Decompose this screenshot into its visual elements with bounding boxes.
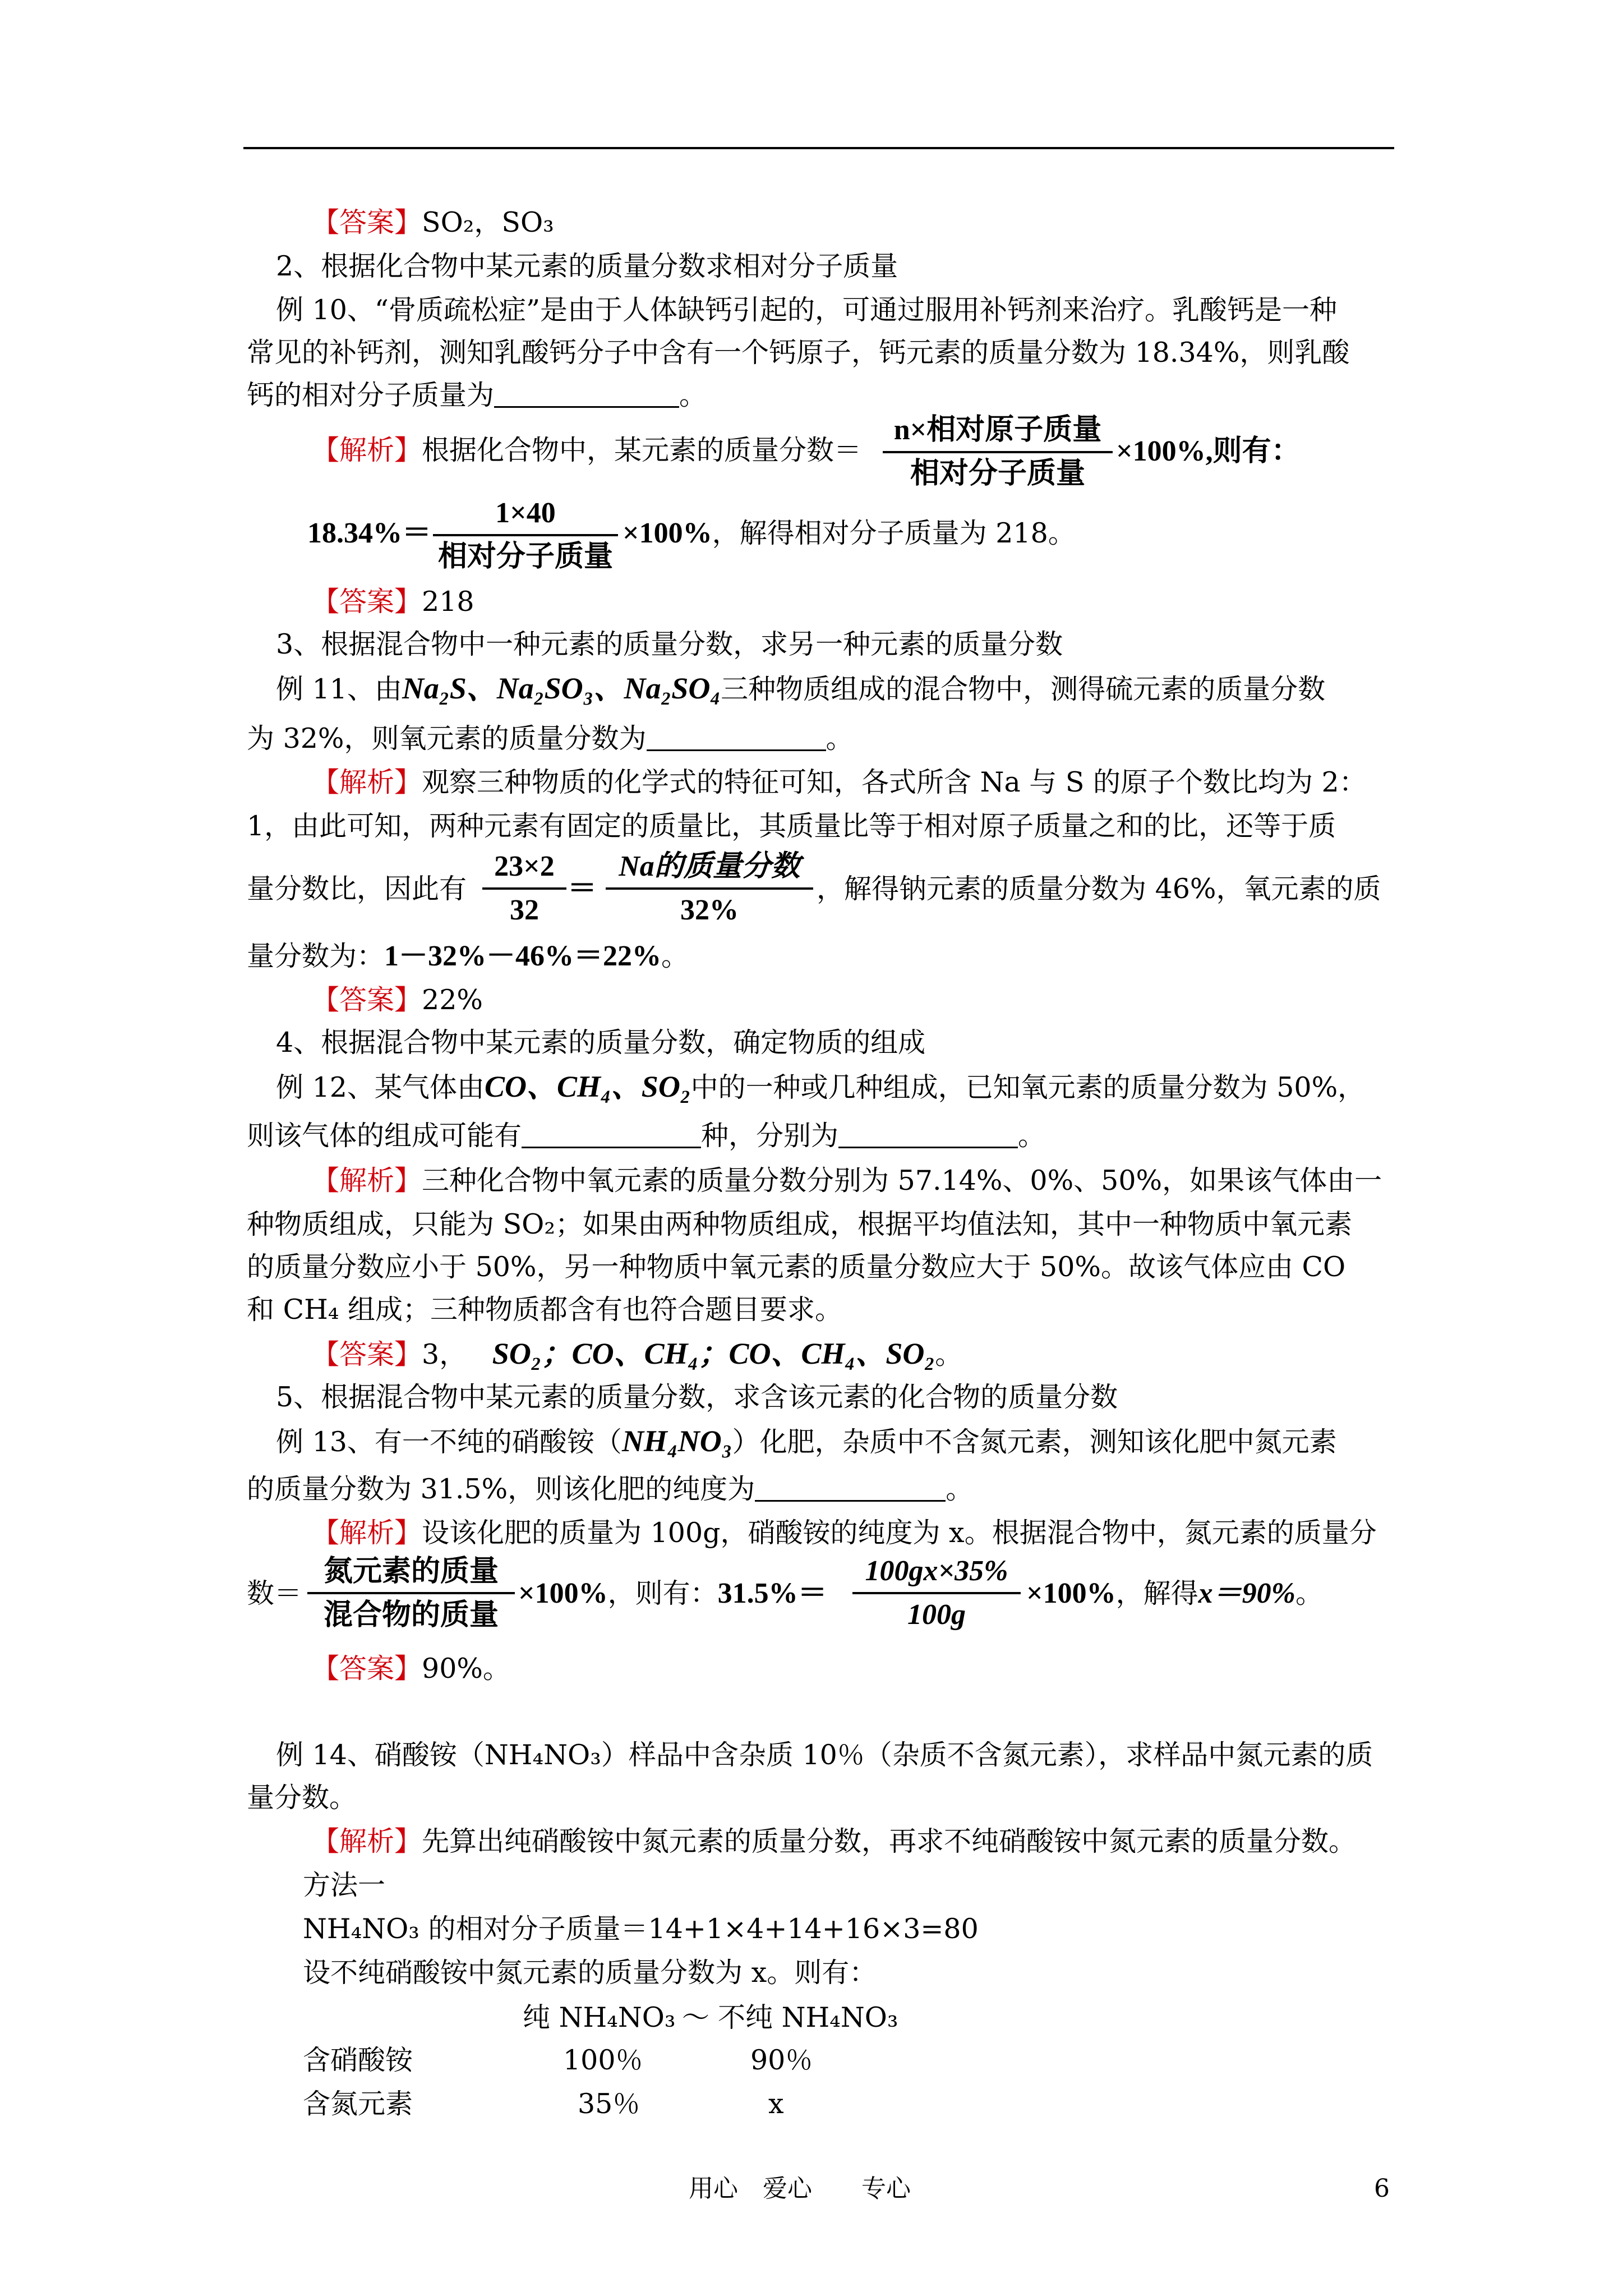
analysis-13-line-1 xyxy=(312,1515,1377,1552)
question-text: 种，分别为 xyxy=(701,1120,839,1152)
formula-tail: ×100%,则有： xyxy=(1116,435,1301,467)
analysis-14-line-1 xyxy=(312,1823,1356,1860)
period: 。 xyxy=(935,1338,963,1370)
section-heading-4: 4、根据混合物中某元素的质量分数，确定物质的组成 xyxy=(276,1027,926,1059)
fraction-numerator: 1×40 xyxy=(495,497,556,529)
question-text: ）化肥，杂质中不含氮元素，测知该化肥中氮元素 xyxy=(732,1426,1337,1458)
analysis-11-line-2: 1，由此可知，两种元素有固定的质量比，其质量比等于相对原子质量之和的比，还等于质 xyxy=(247,810,1336,842)
answer-text: 3， xyxy=(422,1338,467,1370)
na-fraction xyxy=(606,849,813,928)
row-value-x: x xyxy=(768,2088,784,2120)
analysis-12-line-2: 种物质组成，只能为 SO₂；如果由两种物质组成，根据平均值法知，其中一种物质中氧元素 xyxy=(247,1208,1352,1240)
section-heading-2: 2、根据化合物中某元素的质量分数求相对分子质量 xyxy=(276,250,898,282)
fraction-denominator: 相对分子质量 xyxy=(437,541,613,573)
analysis-tag: 【解析】 xyxy=(312,1165,422,1197)
result: x＝90% xyxy=(1198,1577,1295,1609)
question-text: 三种物质组成的混合物中，测得硫元素的质量分数 xyxy=(721,673,1326,705)
answer-text: 90%。 xyxy=(422,1653,510,1685)
let-statement: 设不纯硝酸铵中氮元素的质量分数为 x。则有： xyxy=(303,1957,877,1989)
analysis-12-line-4: 和 CH₄ 组成；三种物质都含有也符合题目要求。 xyxy=(247,1294,843,1326)
analysis-text: ，则有： xyxy=(607,1577,718,1609)
answer-blank xyxy=(522,1122,701,1148)
answer-tag: 【答案】 xyxy=(312,206,422,238)
example-14-line-2: 量分数。 xyxy=(247,1782,357,1814)
question-text: 钙的相对分子质量为 xyxy=(247,379,495,411)
answer-blank xyxy=(755,1475,946,1502)
row-value-impure: 90％ xyxy=(750,2044,813,2076)
equation-lhs: 31.5%＝ xyxy=(717,1577,827,1609)
answer-tag: 【答案】 xyxy=(312,984,422,1016)
equals-sign: ＝ xyxy=(568,873,597,905)
analysis-12-line-1 xyxy=(312,1162,1382,1199)
analysis-text: 根据化合物中，某元素的质量分数＝ xyxy=(422,434,862,466)
equation-multiplier: ×100% xyxy=(623,517,712,549)
equation-result xyxy=(623,515,1076,552)
analysis-11-line-1 xyxy=(312,764,1367,801)
analysis-text: ，解得 xyxy=(1115,1577,1198,1609)
fraction-bar xyxy=(852,1592,1021,1594)
answer-text: 218 xyxy=(422,586,474,618)
analysis-10-text xyxy=(312,432,861,469)
analysis-text: 设该化肥的质量为 100g，硝酸铵的纯度为 x。根据混合物中，氮元素的质量分 xyxy=(422,1517,1377,1549)
analysis-13-middle xyxy=(518,1575,827,1612)
chemical-formula: NH₄NO₃ xyxy=(621,1424,732,1458)
period: 。 xyxy=(946,1473,974,1505)
fraction-denominator: 100g xyxy=(907,1599,966,1631)
chemical-formula: CO、CH₄、SO₂ xyxy=(484,1070,691,1103)
answer-blank xyxy=(838,1122,1018,1148)
analysis-text: 先算出纯硝酸铵中氮元素的质量分数，再求不纯硝酸铵中氮元素的质量分数。 xyxy=(422,1825,1357,1857)
analysis-tag: 【解析】 xyxy=(312,434,422,466)
relative-mass-calc: NH₄NO₃ 的相对分子质量＝14+1×4+14+16×3=80 xyxy=(303,1913,979,1945)
period: 。 xyxy=(1295,1577,1323,1609)
question-text: 为 32%，则氧元素的质量分数为 xyxy=(247,723,647,754)
question-text: 的质量分数为 31.5%，则该化肥的纯度为 xyxy=(247,1473,755,1505)
answer-text: SO₂，SO₃ xyxy=(422,206,554,238)
question-text: 例 12、某气体由 xyxy=(276,1071,485,1103)
answer-blank xyxy=(647,725,826,751)
fraction-denominator: 32 xyxy=(510,894,539,926)
example-11-line-2 xyxy=(247,720,854,757)
period: 。 xyxy=(1018,1120,1046,1152)
mass-fraction xyxy=(307,1554,515,1632)
multiplier: ×100% xyxy=(1026,1577,1116,1609)
example-13-line-1 xyxy=(276,1423,1337,1461)
answer-blank xyxy=(494,381,679,408)
multiplier: ×100% xyxy=(518,1577,608,1609)
section-heading-3: 3、根据混合物中一种元素的质量分数，求另一种元素的质量分数 xyxy=(276,628,1063,660)
row-label-nitrogen: 含氮元素 xyxy=(303,2088,413,2120)
fraction-numerator: Na的质量分数 xyxy=(619,850,800,882)
table-header-pure: 纯 NH₄NO₃ xyxy=(523,2001,676,2033)
row-value-pure-n: 35％ xyxy=(578,2088,640,2120)
formula-fraction xyxy=(883,413,1113,491)
equation-fraction xyxy=(433,496,618,574)
fraction-numerator: 23×2 xyxy=(494,850,555,882)
fraction-bar xyxy=(883,451,1113,453)
example-10-line-2: 常见的补钙剂，测知乳酸钙分子中含有一个钙原子，钙元素的质量分数为 18.34%，则乳酸 xyxy=(247,337,1350,369)
analysis-tag: 【解析】 xyxy=(312,1825,422,1857)
answer-tag: 【答案】 xyxy=(312,1338,422,1370)
analysis-11-line-3a: 量分数比，因此有 xyxy=(247,873,467,905)
answer-line-12 xyxy=(312,1335,962,1373)
analysis-tag: 【解析】 xyxy=(312,766,422,798)
question-text: 则该气体的组成可能有 xyxy=(247,1120,522,1152)
example-11-line-1 xyxy=(276,670,1325,708)
fraction-bar xyxy=(482,887,566,890)
math-expression: 1－32%－46%＝22% xyxy=(384,940,662,972)
analysis-tag: 【解析】 xyxy=(312,1517,422,1549)
chemical-formula: SO₂；CO、CH₄；CO、CH₄、SO₂ xyxy=(492,1337,935,1370)
purity-fraction xyxy=(852,1554,1021,1632)
period: 。 xyxy=(661,940,689,972)
equation-lhs: 18.34%＝ xyxy=(307,517,432,549)
row-label-ammonium-nitrate: 含硝酸铵 xyxy=(303,2044,413,2076)
fraction-bar xyxy=(606,887,813,890)
chemical-formula: Na₂S、Na₂SO₃、Na₂SO₄ xyxy=(402,671,721,705)
fraction-denominator: 32% xyxy=(680,894,739,926)
period: 。 xyxy=(679,379,707,411)
period: 。 xyxy=(826,723,854,754)
example-12-line-2 xyxy=(247,1117,1045,1154)
footer-motto: 用心 爱心 专心 xyxy=(689,2174,911,2203)
section-heading-5: 5、根据混合物中某元素的质量分数，求含该元素的化合物的质量分数 xyxy=(276,1381,1118,1413)
analysis-11-line-4 xyxy=(247,938,689,975)
analysis-text: 观察三种物质的化学式的特征可知，各式所含 Na 与 S 的原子个数比均为 2： xyxy=(422,766,1367,798)
fraction-denominator: 相对分子质量 xyxy=(910,458,1085,490)
answer-line-11 xyxy=(312,982,483,1019)
example-10-line-3 xyxy=(247,377,707,414)
example-13-line-2 xyxy=(247,1471,973,1508)
analysis-13-end xyxy=(1026,1575,1323,1612)
answer-line-10 xyxy=(312,583,474,620)
fraction-bar xyxy=(433,534,618,536)
example-12-line-1 xyxy=(276,1068,1365,1106)
method-heading: 方法一 xyxy=(303,1869,386,1901)
ratio-fraction xyxy=(482,849,566,928)
fraction-numerator: 氮元素的质量 xyxy=(323,1554,499,1588)
answer-text: 22% xyxy=(422,984,483,1016)
answer-tag: 【答案】 xyxy=(312,1653,422,1685)
analysis-13-prefix: 数＝ xyxy=(247,1577,302,1609)
analysis-text: 三种化合物中氧元素的质量分数分别为 57.14%、0%、50%，如果该气体由一 xyxy=(422,1165,1382,1197)
result-text: ，解得相对分子质量为 218。 xyxy=(712,517,1076,549)
example-10-line-1: 例 10、“骨质疏松症”是由于人体缺钙引起的，可通过服用补钙剂来治疗。乳酸钙是一种 xyxy=(276,294,1338,326)
example-14-line-1: 例 14、硝酸铵（NH₄NO₃）样品中含杂质 10％（杂质不含氮元素），求样品中氮元素的质 xyxy=(276,1739,1373,1771)
fraction-denominator: 混合物的质量 xyxy=(323,1598,499,1632)
fraction-numerator: n×相对原子质量 xyxy=(893,414,1102,446)
row-value-pure: 100％ xyxy=(563,2044,643,2076)
analysis-11-line-3b: ，解得钠元素的质量分数为 46%，氧元素的质 xyxy=(817,873,1381,905)
header-rule xyxy=(243,147,1394,149)
fraction-bar xyxy=(307,1592,515,1594)
page-number: 6 xyxy=(1374,2174,1390,2203)
analysis-text: 量分数为： xyxy=(247,940,385,972)
answer-line-9 xyxy=(312,204,554,241)
analysis-12-line-3: 的质量分数应小于 50%，另一种物质中氧元素的质量分数应大于 50%。故该气体应由 CO xyxy=(247,1251,1346,1283)
table-header-tilde: ～ xyxy=(682,2001,710,2033)
answer-line-13 xyxy=(312,1650,510,1687)
question-text: 例 11、由 xyxy=(276,673,402,705)
answer-tag: 【答案】 xyxy=(312,586,422,618)
fraction-numerator: 100gx×35% xyxy=(865,1555,1008,1587)
question-text: 例 13、有一不纯的硝酸铵（ xyxy=(276,1426,622,1458)
table-header-impure: 不纯 NH₄NO₃ xyxy=(718,2001,898,2033)
question-text: 中的一种或几种组成，已知氧元素的质量分数为 50%， xyxy=(690,1071,1366,1103)
